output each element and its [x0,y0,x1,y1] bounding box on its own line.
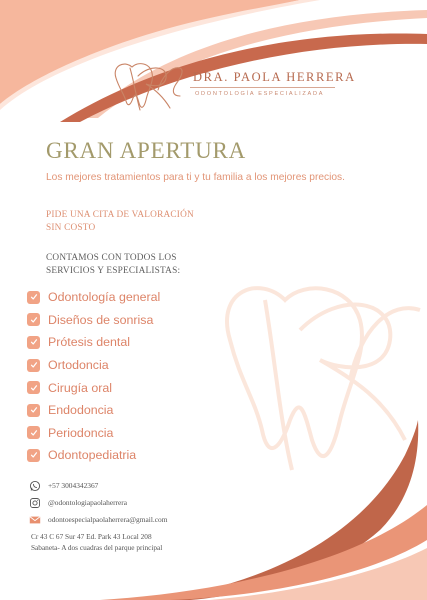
email-address: odontoespecialpaolaherrera@gmail.com [48,515,168,524]
address-line-2: Sabaneta- A dos cuadras del parque principal [31,542,163,552]
check-icon [27,336,40,349]
brand-name: DRA. PAOLA HERRERA [193,70,356,84]
services-heading-line-1: CONTAMOS CON TODOS LOS [46,253,177,263]
brand-tagline: ODONTOLOGÍA ESPECIALIZADA [195,91,325,97]
cta-line-2: SIN COSTO [46,222,96,233]
list-item [27,376,160,399]
brand-divider [190,87,335,88]
contact-info [29,477,167,528]
address [31,532,162,553]
service-label: Diseños de sonrisa [48,312,154,327]
check-icon [27,426,40,439]
instagram-handle: @odontologiapaolaherrera [48,498,128,507]
services-heading-line-2: SERVICIOS Y ESPECIALISTAS: [46,265,181,276]
watermark-logo [227,288,420,470]
service-label: Odontopediatria [48,448,137,463]
list-item [27,331,160,354]
cta-line-1: PIDE UNA CITA DE VALORACIÓN [46,210,194,220]
check-icon [27,313,40,326]
phone-number: +57 3004342367 [48,481,99,490]
list-item [27,422,160,445]
page-subtitle: Los mejores tratamientos para ti y tu familia a los mejores precios. [46,172,345,183]
service-label: Endodoncia [48,403,114,418]
cta-text [46,209,194,234]
list-item [27,309,160,332]
tooth-monogram-icon [110,56,192,112]
contact-phone[interactable] [29,477,167,494]
list-item [27,286,160,309]
service-label: Periodoncia [48,425,114,440]
check-icon [27,381,40,394]
check-icon [27,449,40,462]
check-icon [27,291,40,304]
service-label: Prótesis dental [48,335,130,350]
instagram-icon [29,497,41,509]
list-item [27,399,160,422]
service-label: Cirugía oral [48,380,113,395]
list-item [27,354,160,377]
service-label: Ortodoncia [48,358,109,373]
whatsapp-icon [29,480,41,492]
services-list [27,286,160,467]
brand-logo [110,56,356,112]
services-heading [46,252,180,277]
check-icon [27,404,40,417]
service-label: Odontología general [48,290,161,305]
email-icon [29,514,41,526]
address-line-1: Cr 43 C 67 Sur 47 Ed. Park 43 Local 208 [31,532,152,541]
list-item [27,444,160,467]
page-title: GRAN APERTURA [46,138,247,163]
contact-email[interactable] [29,511,167,528]
check-icon [27,359,40,372]
contact-instagram[interactable] [29,494,167,511]
